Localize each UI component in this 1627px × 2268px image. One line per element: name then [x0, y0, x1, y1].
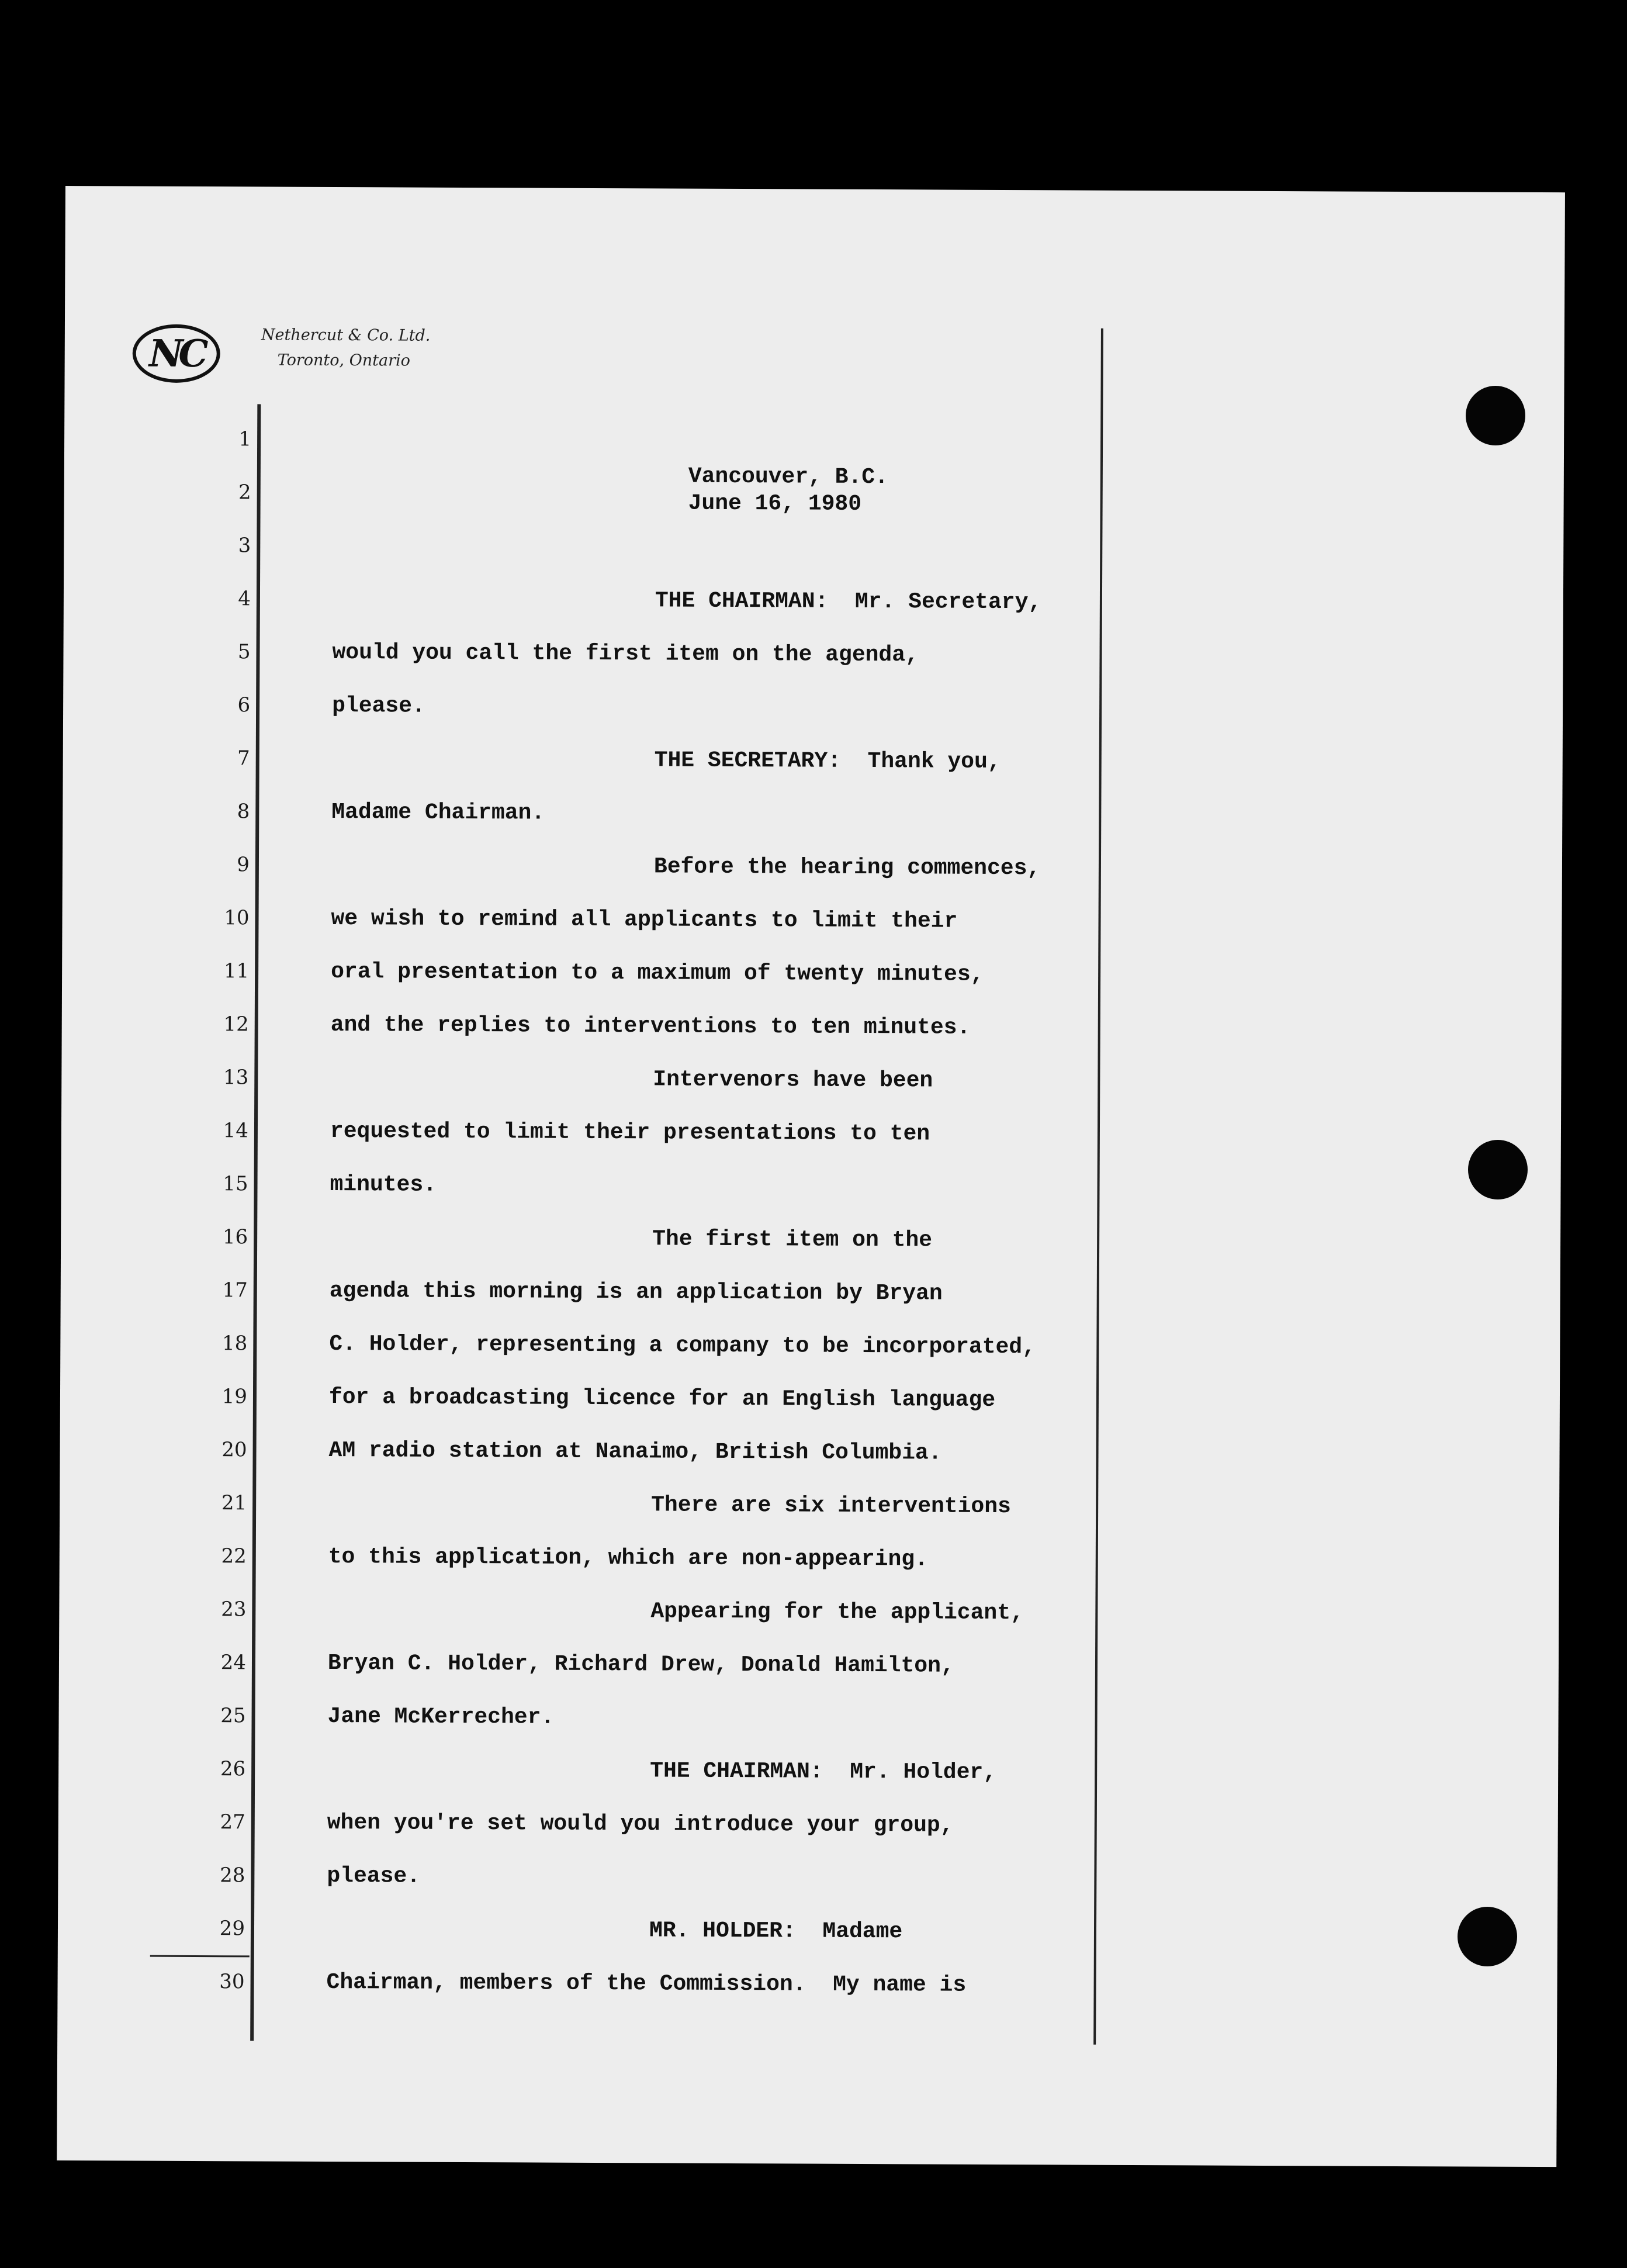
firm-logo-mark: NC: [148, 331, 204, 376]
line-number-column: [196, 413, 251, 2008]
line-number: 28: [220, 1864, 245, 1887]
transcript-line: oral presentation to a maximum of twenty minutes,: [331, 959, 984, 987]
transcript-line: [333, 520, 1092, 576]
line-number: 8: [237, 800, 250, 824]
transcript-line: agenda this morning is an application by Bryan: [329, 1278, 943, 1306]
line-number: 22: [221, 1544, 247, 1568]
transcript-line: Appearing for the applicant,: [650, 1599, 1024, 1626]
transcript-line: minutes.: [330, 1171, 437, 1198]
transcript-line: we wish to remind all applicants to limit their: [331, 905, 958, 934]
transcript-line: requested to limit their presentations to ten: [330, 1118, 930, 1147]
line-number: 16: [222, 1225, 248, 1249]
line-number: 5: [237, 640, 251, 664]
transcript-line: C. Holder, representing a company to be incorporated,: [329, 1331, 1036, 1360]
firm-logo: [133, 324, 220, 383]
line-number: 2: [238, 480, 251, 504]
transcript-line: Madame Chairman.: [331, 799, 545, 826]
transcript-line: Bryan C. Holder, Richard Drew, Donald Hamilton,: [327, 1650, 954, 1679]
transcript-line: There are six interventions: [651, 1492, 1011, 1520]
line-number: 13: [223, 1066, 249, 1090]
firm-city: Toronto, Ontario: [277, 351, 411, 370]
line-number: 29: [219, 1917, 245, 1941]
transcript-line: please.: [327, 1863, 421, 1889]
left-margin-rule: [250, 404, 261, 2041]
line-number: 14: [223, 1119, 249, 1143]
transcript-line: [333, 466, 1093, 523]
transcript-line: would you call the first item on the agenda,: [332, 639, 919, 668]
line-number: 3: [238, 534, 251, 558]
transcript-line: THE SECRETARY: Thank you,: [654, 748, 1001, 775]
line-number: 11: [223, 959, 250, 983]
line-number: 4: [238, 587, 251, 611]
line-number: 10: [224, 906, 250, 930]
binder-hole-middle: [1468, 1140, 1528, 1199]
line-number: 24: [220, 1651, 247, 1675]
firm-name: Nethercut & Co. Ltd.: [261, 326, 431, 345]
transcript-line: THE CHAIRMAN: Mr. Secretary,: [655, 588, 1042, 616]
transcript-line: THE CHAIRMAN: Mr. Holder,: [650, 1758, 997, 1785]
transcript-body: [326, 413, 1093, 2013]
binder-hole-bottom: [1458, 1907, 1517, 1966]
firm-letterhead: [261, 322, 431, 374]
transcript-line: [333, 413, 1093, 470]
line-number: 1: [238, 427, 252, 451]
transcript-line: MR. HOLDER: Madame: [649, 1918, 903, 1945]
transcript-line: and the replies to interventions to ten minutes.: [330, 1012, 971, 1040]
header-date: June 16, 1980: [688, 490, 862, 517]
header-place: Vancouver, B.C.: [688, 464, 888, 490]
binder-hole-top: [1466, 386, 1525, 445]
transcript-line: to this application, which are non-appearing.: [328, 1544, 929, 1572]
line-number: 25: [220, 1704, 246, 1728]
line-number: 17: [222, 1278, 248, 1302]
line-number: 7: [237, 746, 250, 770]
transcript-line: when you're set would you introduce your group,: [327, 1810, 954, 1838]
transcript-line: The first item on the: [652, 1226, 933, 1253]
line-number: 21: [221, 1491, 247, 1515]
line-number: 19: [221, 1385, 248, 1409]
transcript-line: Before the hearing commences,: [653, 854, 1041, 881]
right-margin-rule: [1093, 329, 1103, 2045]
line-number: 30: [219, 1970, 245, 1994]
line-number: 6: [237, 693, 251, 717]
line-number: 15: [223, 1172, 248, 1196]
transcript-line: Intervenors have been: [653, 1067, 933, 1094]
transcript-line: for a broadcasting licence for an English language: [328, 1384, 996, 1413]
line-number: 23: [221, 1598, 247, 1622]
line-number: 18: [222, 1332, 248, 1356]
line-number: 26: [220, 1757, 246, 1781]
line-number: 9: [237, 853, 250, 877]
transcript-line: Chairman, members of the Commission. My name is: [326, 1969, 967, 1998]
transcript-page: [57, 186, 1565, 2167]
transcript-line: AM radio station at Nanaimo, British Columbia.: [328, 1437, 942, 1466]
line-number: 27: [220, 1810, 245, 1834]
line-number: 12: [223, 1012, 249, 1036]
line-number: 20: [221, 1438, 247, 1462]
transcript-line: please.: [332, 693, 425, 719]
transcript-line: Jane McKerrecher.: [327, 1703, 555, 1730]
